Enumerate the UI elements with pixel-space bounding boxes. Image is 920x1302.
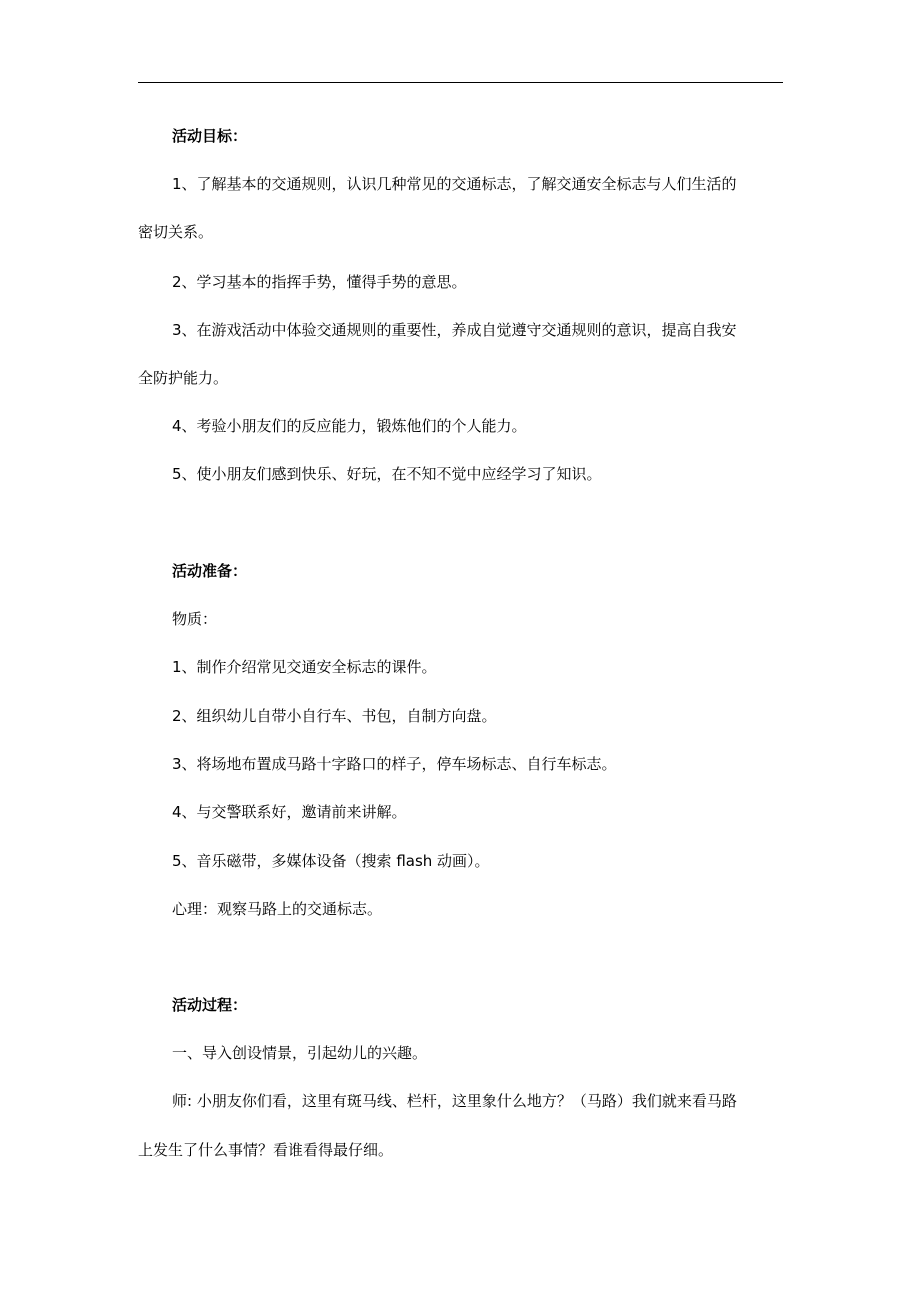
goals-heading: 活动目标： (172, 127, 248, 145)
prep-item-4: 4、与交警联系好，邀请前来讲解。 (172, 803, 407, 821)
goal-item-3-line2: 全防护能力。 (138, 369, 229, 387)
goal-item-4: 4、考验小朋友们的反应能力，锻炼他们的个人能力。 (172, 417, 527, 435)
mental-prep: 心理：观察马路上的交通标志。 (172, 900, 383, 918)
prep-item-5: 5、音乐磁带，多媒体设备（搜索 flash 动画）。 (172, 852, 490, 870)
goal-item-1-line1: 1、了解基本的交通规则，认识几种常见的交通标志，了解交通安全标志与人们生活的 (172, 175, 737, 193)
header-rule (138, 82, 783, 83)
teacher-dialogue-line1: 师: 小朋友你们看，这里有斑马线、栏杆，这里象什么地方？（马路）我们就来看马路 (172, 1092, 737, 1110)
process-heading: 活动过程： (172, 996, 248, 1014)
goal-item-2: 2、学习基本的指挥手势，懂得手势的意思。 (172, 273, 467, 291)
preparation-heading: 活动准备： (172, 562, 248, 580)
prep-item-1: 1、制作介绍常见交通安全标志的课件。 (172, 658, 437, 676)
teacher-dialogue-line2: 上发生了什么事情？看谁看得最仔细。 (138, 1141, 394, 1159)
goal-item-1-line2: 密切关系。 (138, 223, 214, 241)
prep-item-2: 2、组织幼儿自带小自行车、书包，自制方向盘。 (172, 707, 497, 725)
goal-item-3-line1: 3、在游戏活动中体验交通规则的重要性，养成自觉遵守交通规则的意识，提高自我安 (172, 321, 737, 339)
process-step-1: 一、导入创设情景，引起幼儿的兴趣。 (172, 1044, 428, 1062)
goal-item-5: 5、使小朋友们感到快乐、好玩，在不知不觉中应经学习了知识。 (172, 465, 602, 483)
prep-item-3: 3、将场地布置成马路十字路口的样子，停车场标志、自行车标志。 (172, 755, 617, 773)
material-label: 物质： (172, 610, 218, 628)
